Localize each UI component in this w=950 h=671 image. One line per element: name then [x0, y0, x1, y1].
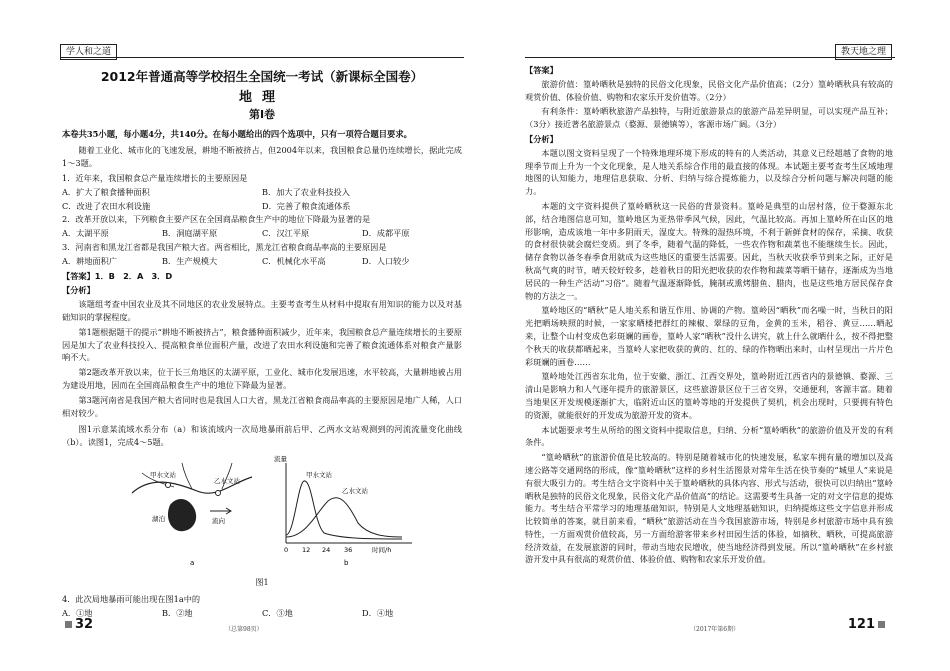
map-label-flow: 流向 — [212, 516, 225, 525]
chart-series-a-label: 甲水文站 — [306, 470, 332, 479]
question-1-options — [62, 200, 462, 213]
question-1-options — [62, 186, 462, 199]
x-tick: 24 — [322, 545, 331, 554]
series-b-line — [286, 498, 402, 537]
question-intro: 随着工业化、城市化的飞速发展，耕地不断被挤占，但2004年以来，我国粮食总量仍连续增长，据此完成1～3题。 — [62, 145, 462, 169]
option: D．完善了粮食流通体系 — [262, 200, 351, 211]
option: C．汉江平原 — [262, 228, 310, 239]
analysis-paragraph: 本试题要求考生从所给的图文资料中提取信息，归纳、分析“篁岭晒秋”的旅游价值及开发的有利条件。 — [525, 424, 893, 448]
chart-series-b-label: 乙水文站 — [342, 486, 368, 495]
footer-left: （总第98页） — [225, 626, 263, 633]
option: A．太湖平原 — [62, 228, 109, 239]
figure-caption: 图1 — [255, 577, 269, 587]
question-3: 3．河南省和黑龙江省都是我国产粮大省。两省相比，黑龙江省粮食商品率高的主要原因是 — [62, 241, 387, 252]
discharge-chart — [272, 453, 422, 571]
analysis-paragraph: 篁岭地区的“晒秋”是人地关系和谐互作用、协调的产物。篁岭因“晒秋”而名噪一时，当秋日的阳光把晒场映照的时候，一家家晒楼把群红的辣椒、翠绿的豆角，金黄的玉米，稻谷、黄豆……晒起来，让整个山村变成色彩斑斓的画卷，篁岭人家“晒秋”没什么讲究，就上什么就晒什么，按不得把整个秋天的收获都晒起来，当篁岭人家把收获的黄的、红的、绿的作物晒出来时，山村呈现出一片片色彩斑斓的画卷…… — [525, 305, 893, 367]
subject-title: 地理 — [238, 90, 285, 105]
option: A．扩大了粮食播种面积 — [62, 186, 150, 197]
analysis-paragraph: 第1题根据题干的提示“耕地不断被挤占”，粮食播种面积减少，近年来，我国粮食总产量连续增长的主要原因是加大了农业科技投入、提高粮食单位面积产量，改进了农田水利设施和完善了粮食流通体系对粮食产量影响不大。 — [62, 326, 462, 363]
option: B．②地 — [162, 607, 193, 618]
answer-paragraph: 有利条件：篁岭晒秋旅游产品独特，与附近旅游景点的旅游产品差异明显，可以实现产品互补；（3分）接近著名旅游景点（婺源、景德镇等），客源市场广阔。（3分） — [525, 106, 893, 130]
page-number-left-text: 32 — [75, 617, 94, 632]
x-tick: 12 — [302, 545, 311, 554]
x-tick: 0 — [284, 545, 289, 554]
question-4-options — [62, 607, 462, 618]
option: D．成都平原 — [362, 228, 410, 239]
map-label-station-b: 乙水文站 — [214, 476, 240, 485]
analysis-label: 【分析】 — [525, 133, 558, 144]
section-tag-right: 教天地之理 — [835, 44, 892, 60]
analysis-paragraph: 第3题河南省是我国产粮大省同时也是我国人口大省，黑龙江省粮食商品率高的主要原因是地广人稀，人口相对较少。 — [62, 394, 462, 418]
tributary — [182, 463, 192, 489]
subfigure-b-label: b — [344, 558, 349, 567]
x-tick: 36 — [344, 545, 353, 554]
map-label-lake: 湖泊 — [152, 514, 165, 523]
header-rule-left — [60, 57, 464, 58]
footer-right: （2017年第6期） — [690, 626, 740, 633]
option: B．生产规模大 — [162, 255, 218, 266]
option: B．洞庭湖平原 — [162, 228, 218, 239]
lake-shape — [168, 499, 196, 531]
option: D．人口较少 — [362, 255, 410, 266]
answer-block — [62, 270, 462, 283]
station-b-marker — [216, 490, 221, 495]
figure-intro: 图1示意某流域水系分布（a）和该流域内一次局地暴雨前后甲、乙两水文站观测到的河流流量变化曲线（b）。读图1，完成4～5题。 — [62, 424, 462, 448]
question-2: 2．改革开放以来，下列粮食主要产区在全国商品粮食生产中的地位下降最为显著的是 — [62, 214, 371, 225]
analysis-paragraph: “篁岭晒秋”的旅游价值是比较高的。特别是随着城市化的快速发展，私家车拥有量的增加以及高速公路等交通网络的形成，像“篁岭晒秋”这样的乡村生活图景对常年生活在快节奏的“城里人”来说是有很大吸引力的。考生结合文字资料中关于篁岭晒秋的具体内容、形式与活动，很快可以归纳出“篁岭晒秋是独特的民俗文化现象，民俗文化产品价值高”的结论。这需要考生具备一定的对文字信息的提炼能力。考生结合平常学习的地理基础知识，特别是人文地理基础知识，归纳提炼这些文字信息并形成比较简单的答案，就目前来看，“晒秋”旅游活动在当今我国旅游市场，特别是乡村旅游市场中具有独特性，一方面观赏价值较高，另一方面给游客带来乡村田园生活的体验，如摘秋、晒秋，可提高旅游经济效益，在发展旅游的同时，带动当地农民增收，使当地经济得到发展。所以“篁岭晒秋”在乡村旅游开发中具有很高的观赏价值、体验价值、购物和农家乐开发价值。 — [525, 452, 893, 565]
option: C．机械化水平高 — [262, 255, 326, 266]
option: C．改进了农田水利设施 — [62, 200, 151, 211]
answer-paragraph: 旅游价值：篁岭晒秋是独特的民俗文化现象，民俗文化产品价值高；（2分）篁岭晒秋具有较高的观赏价值、体验价值、购物和农家乐开发价值等。（2分） — [525, 78, 893, 102]
station-a-marker — [166, 482, 171, 487]
left-column — [62, 62, 462, 618]
page-number-right-text: 121 — [847, 617, 875, 632]
analysis-paragraph: 该题组考查中国农业及其不同地区的农业发展特点。主要考查考生从材料中提取有用知识的能力以及对基础知识的掌握程度。 — [62, 299, 462, 322]
option: A．耕地面积广 — [62, 255, 118, 266]
chart-ylabel: 流量 — [274, 454, 287, 463]
figure-1 — [62, 453, 462, 575]
right-column — [525, 62, 893, 618]
header-rule-right — [525, 57, 895, 58]
question-3-options — [62, 255, 462, 268]
option: A．①地 — [62, 607, 93, 618]
answer-label: 【答案】 — [62, 270, 95, 281]
river-basin-map — [122, 453, 262, 571]
page-block-icon — [65, 621, 72, 628]
subfigure-a-label: a — [190, 558, 195, 567]
option: B．加大了农业科技投入 — [262, 186, 350, 197]
analysis-label: 【分析】 — [62, 285, 95, 296]
section-tag-left: 学人和之道 — [60, 44, 117, 60]
question-1: 1．近年来，我国粮食总产量连续增长的主要原因是 — [62, 172, 248, 183]
tributary — [222, 463, 232, 489]
map-label-station-a: 甲水文站 — [150, 470, 176, 479]
volume-title: 第Ⅰ卷 — [248, 107, 276, 121]
analysis-paragraph: 本题以图文资料呈现了一个特殊地理环境下形成的特有的人类活动，其意义已经超越了食物的地理季节而上升为一个文化现象，是人地关系综合作用的最直接的体现。本试题主要考查考生区域地理地图的认知能力，地理信息获取、分析、归纳与综合提炼能力，以及综合分析问题与解决问题的能力。 — [525, 147, 893, 197]
instructions: 本卷共35小题，每小题4分，共140分。在每小题给出的四个选项中，只有一项符合题目要求。 — [62, 128, 412, 139]
option: D．④地 — [362, 607, 394, 618]
answer-text: 1．B 2．A 3．D — [94, 270, 173, 281]
answer-label: 【答案】 — [525, 65, 558, 75]
page-number-right — [848, 617, 888, 632]
page-number-left — [62, 617, 93, 632]
chart-xlabel: 时间/h — [372, 545, 392, 554]
question-2-options — [62, 227, 462, 240]
analysis-paragraph: 篁岭地处江西省东北角，位于安徽、浙江、江西交界处，篁岭附近江西省内的景德镇、婺源、三清山是影响力和人气逐年提升的旅游景区，这些旅游景区位于三省交界，交通便利，客源丰富。随着当地果区开发规模逐渐扩大，临附近山区的篁岭等地的开发提供了契机，机会出现时，只要拥有特色的资源，就能很好的开发成为旅游开发的资本。 — [525, 371, 893, 420]
exam-title: 2012年普通高等学校招生全国统一考试（新课标全国卷） — [100, 69, 424, 84]
option: C．③地 — [262, 607, 293, 618]
analysis-paragraph: 本题的文字资料提供了篁岭晒秋这一民俗的背景资料。篁岭是典型的山居村落，位于婺源东北部，结合地图信息可知，篁岭地区为亚热带季风气候，因此，气温比较高。再加上篁岭所在山区的地形影响，造成该地一年中多阴雨天，湿度大。特殊的湿热环境，不利于新鲜食材的保存，采摘、收获的食材很快就会腐烂变质。到了冬季，随着气温的降低，一些农作物和蔬菜也不能继续生长。因此，储存食物以备冬春季食用就成为这些地区的重要生活需要。因此，当秋天收获季节到来之际，正好是秋高气爽的时节，晴天较好较多，趁着秋日的阳光把收获的农作物和蔬菜等晒干储存，逐渐成为当地居民的一种生产活动“习俗”。随着气温逐渐降低，腌制或熏烤腊鱼、腊肉，也是这些地方居民保存食物的方法之一。 — [525, 200, 893, 301]
analysis-paragraph: 第2题改革开放以来，位于长三角地区的太湖平原，工业化、城市化发展迅速，水平较高，大量耕地被占用为建设用地，因而在全国商品粮食生产中的地位下降最为显著。 — [62, 367, 462, 390]
question-4: 4．此次局地暴雨可能出现在图1a中的 — [62, 593, 201, 604]
page-block-icon — [878, 621, 885, 628]
